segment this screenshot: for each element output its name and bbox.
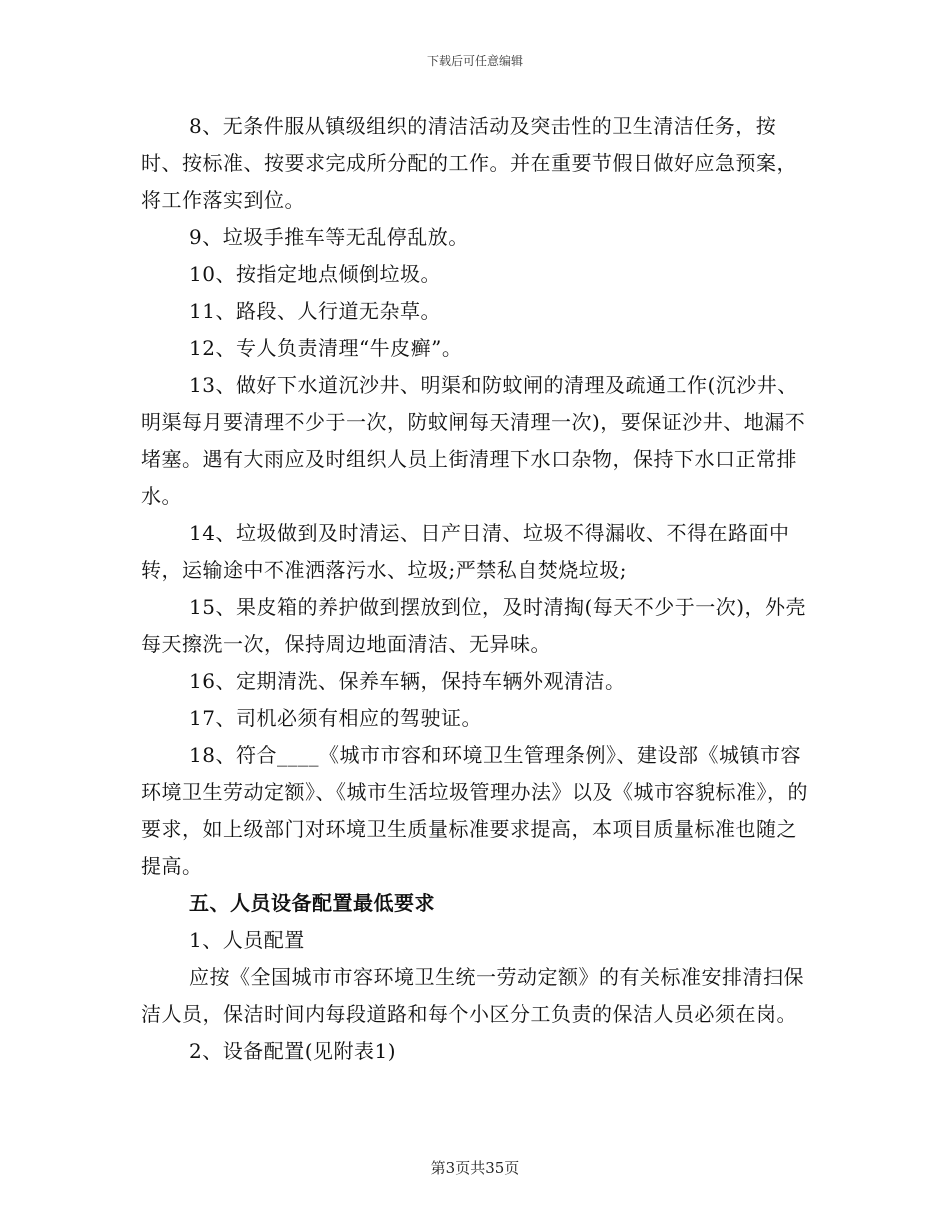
item-8: 8、无条件服从镇级组织的清洁活动及突击性的卫生清洁任务，按时、按标准、按要求完成所分配的工作。并在重要节假日做好应急预案，将工作落实到位。 <box>141 114 797 212</box>
document-body <box>141 108 811 1070</box>
page-header-note: 下载后可任意编辑 <box>426 54 523 68</box>
page-number: 第3页共35页 <box>430 1159 520 1177</box>
item-14: 14、垃圾做到及时清运、日产日清、垃圾不得漏收、不得在路面中转，运输途中不准洒落污水、垃圾;严禁私自焚烧垃圾; <box>141 521 790 582</box>
item-9: 9、垃圾手推车等无乱停乱放。 <box>189 225 469 249</box>
subsection-equipment: 2、设备配置(见附表1) <box>189 1039 397 1063</box>
item-10: 10、按指定地点倾倒垃圾。 <box>189 262 441 286</box>
item-17: 17、司机必须有相应的驾驶证。 <box>189 706 482 730</box>
section-heading: 五、人员设备配置最低要求 <box>189 891 435 915</box>
item-11: 11、路段、人行道无杂草。 <box>189 299 441 323</box>
personnel-body: 应按《全国城市市容环境卫生统一劳动定额》的有关标准安排清扫保洁人员，保洁时间内每段道路和每个小区分工负责的保洁人员必须在岗。 <box>141 965 804 1026</box>
subsection-personnel: 1、人员配置 <box>189 928 305 952</box>
item-16: 16、定期清洗、保养车辆，保持车辆外观清洁。 <box>189 669 626 693</box>
item-15: 15、果皮箱的养护做到摆放到位，及时清掏(每天不少于一次)，外壳每天擦洗一次，保持周边地面清洁、无异味。 <box>141 595 807 656</box>
item-13: 13、做好下水道沉沙井、明渠和防蚊闸的清理及疏通工作(沉沙井、明渠每月要清理不少于一次，防蚊闸每天清理一次)，要保证沙井、地漏不堵塞。遇有大雨应及时组织人员上街清理下水口杂物，保持下水口正常排水。 <box>141 373 806 508</box>
item-18: 18、符合____《城市市容和环境卫生管理条例》、建设部《城镇市容环境卫生劳动定额》、《城市生活垃圾管理办法》以及《城市容貌标准》，的要求，如上级部门对环境卫生质量标准要求提高，本项目质量标准也随之提高。 <box>141 743 808 878</box>
item-12: 12、专人负责清理“牛皮癣”。 <box>189 336 463 360</box>
